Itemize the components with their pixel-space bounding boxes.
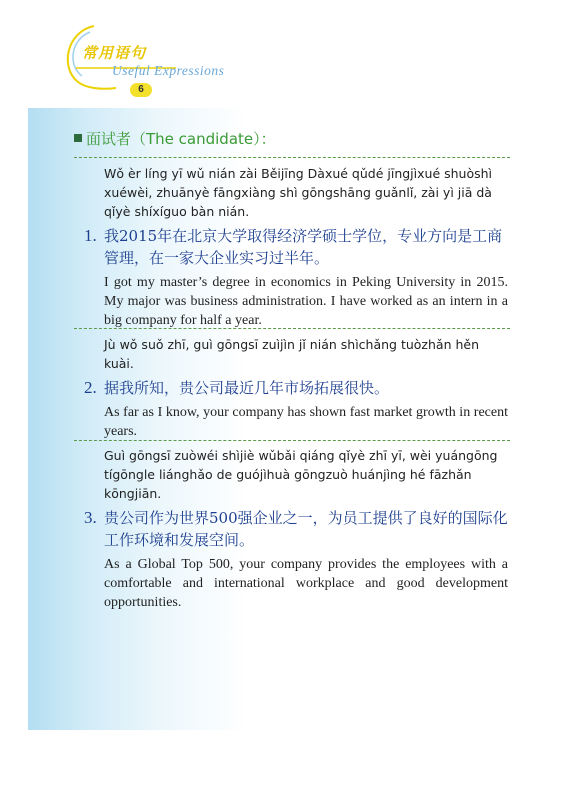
section-heading-text: 面试者（The candidate）： [86,130,276,148]
expression-item [84,446,508,612]
expression-english: As a Global Top 500, your company provides the employees with a comfortable and international workplace and good development opportunities. [104,557,508,610]
expression-number: 3. [84,508,97,527]
expression-english: I got my master’s degree in economics in Peking University in 2015. My major was business administration. I have worked as an intern in a big company for half a year. [104,275,508,328]
expression-pinyin: Jù wǒ suǒ zhī, guì gōngsī zuìjìn jǐ nián shìchǎng tuòzhǎn hěn kuài. [104,337,479,371]
logo-title-cn: 常用语句 [82,44,147,62]
divider [74,440,510,441]
expression-pinyin: Wǒ èr líng yī wǔ nián zài Běijīng Dàxué qǔdé jīngjìxué shuòshì xuéwèi, zhuānyè fāngxiàng shì gōngshāng guǎnlǐ, zài yì jiā dà qǐyè shíxíguo bàn nián. [104,166,493,219]
bullet-square-icon [74,134,82,142]
expression-pinyin: Guì gōngsī zuòwéi shìjiè wǔbǎi qiáng qǐyè zhī yī, wèi yuángōng tígōngle liánghǎo de guójìhuà gōngzuò huánjìng hé fāzhǎn kōngjiān. [104,448,498,501]
page-number-badge: 6 [130,83,152,97]
expression-item [84,335,508,441]
expression-item [84,164,508,330]
expression-chinese-row [84,507,508,551]
expression-number: 1. [84,226,97,245]
section-heading [74,128,276,149]
divider [74,157,510,158]
expression-chinese-row [84,225,508,269]
expression-number: 2. [84,378,97,397]
expression-chinese: 据我所知，贵公司最近几年市场拓展很快。 [104,379,390,397]
expression-english: As far as I know, your company has shown fast market growth in recent years. [104,405,508,439]
expression-chinese: 我2015年在北京大学取得经济学硕士学位，专业方向是工商管理，在一家大企业实习过半年。 [104,227,503,267]
expression-chinese-row [84,377,508,399]
logo-title-en: Useful Expressions [112,63,225,78]
divider [74,328,510,329]
expression-chinese: 贵公司作为世界500强企业之一，为员工提供了良好的国际化工作环境和发展空间。 [104,509,508,549]
section-logo [56,18,256,108]
